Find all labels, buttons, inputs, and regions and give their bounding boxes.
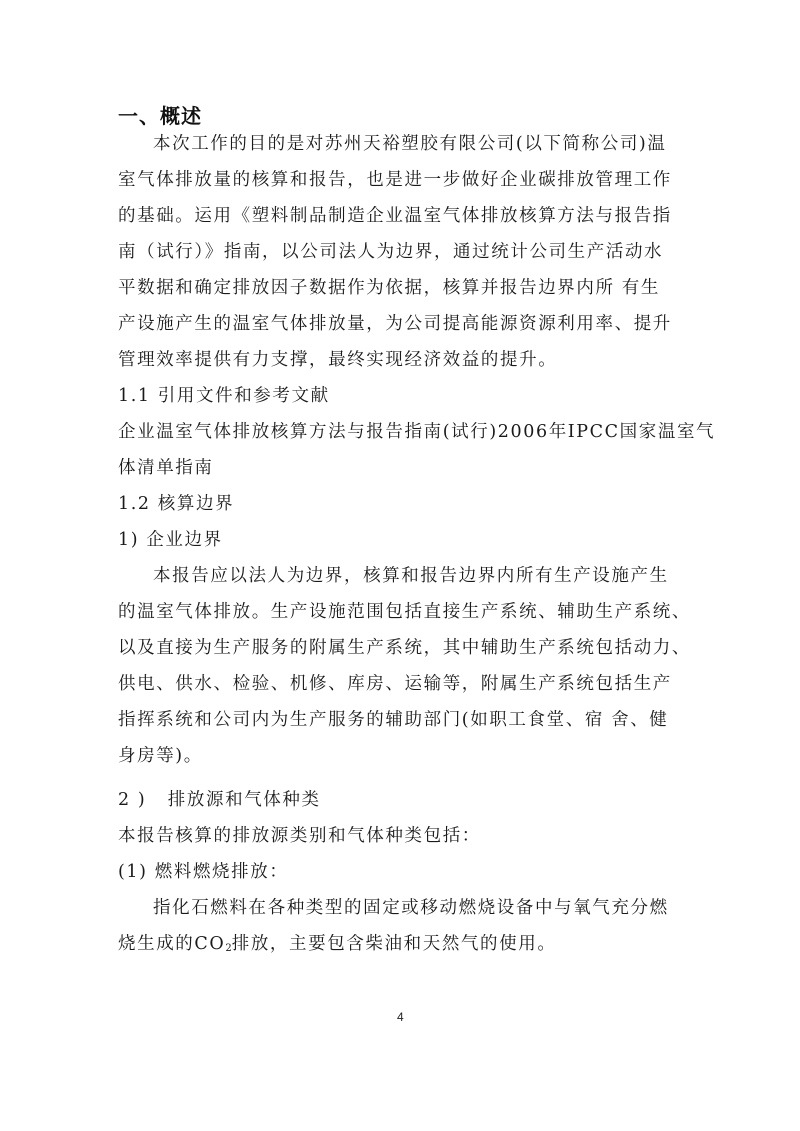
text-fragment: 排放，主要包含柴油和天然气的使用。	[231, 934, 557, 954]
paragraph-line: 的基础。运用《塑料制品制造企业温室气体排放核算方法与报告指	[118, 206, 672, 226]
subscript: 2	[225, 943, 232, 954]
item-heading-enterprise-boundary: 1) 企业边界	[118, 530, 223, 550]
paragraph-line: 以及直接为生产服务的附属生产系统，其中辅助生产系统包括动力、	[118, 638, 691, 658]
paragraph-line: 管理效率提供有力支撑，最终实现经济效益的提升。	[118, 350, 558, 370]
paragraph-line: 产设施产生的温室气体排放量，为公司提高能源资源利用率、提升	[118, 314, 672, 334]
paragraph-line: 本报告核算的排放源类别和气体种类包括：	[118, 826, 481, 846]
section-heading-overview: 一、概述	[118, 104, 202, 128]
subsection-heading-boundary: 1.2 核算边界	[118, 494, 235, 514]
page-number: 4	[397, 1010, 404, 1024]
paragraph-line: 本报告应以法人为边界，核算和报告边界内所有生产设施产生	[153, 566, 669, 586]
subsection-heading-references: 1.1 引用文件和参考文献	[118, 386, 330, 406]
paragraph-line: 本次工作的目的是对苏州天裕塑胶有限公司(以下简称公司)温	[153, 134, 667, 154]
sub-item-heading-fuel-combustion: (1) 燃料燃烧排放：	[118, 862, 289, 882]
item-heading-emission-sources: 2 ) 排放源和气体种类	[118, 790, 321, 810]
paragraph-line: 南（试行）》指南，以公司法人为边界，通过统计公司生产活动水	[118, 242, 664, 262]
paragraph-line	[118, 930, 556, 955]
paragraph-line: 的温室气体排放。生产设施范围包括直接生产系统、辅助生产系统、	[118, 602, 691, 622]
paragraph-line: 指挥系统和公司内为生产服务的辅助部门(如职工食堂、宿 舍、健	[118, 710, 669, 730]
paragraph-line: 身房等)。	[118, 746, 203, 766]
reference-line: 企业温室气体排放核算方法与报告指南(试行)2006年IPCC国家温室气	[118, 422, 716, 442]
paragraph-line: 指化石燃料在各种类型的固定或移动燃烧设备中与氧气充分燃	[153, 898, 669, 918]
paragraph-line: 室气体排放量的核算和报告，也是进一步做好企业碳排放管理工作	[118, 170, 672, 190]
text-fragment: 烧生成的CO	[118, 934, 226, 954]
reference-line: 体清单指南	[118, 458, 214, 478]
paragraph-line: 平数据和确定排放因子数据作为依据，核算并报告边界内所 有生	[118, 278, 660, 298]
paragraph-line: 供电、供水、检验、机修、库房、运输等，附属生产系统包括生产	[118, 674, 672, 694]
